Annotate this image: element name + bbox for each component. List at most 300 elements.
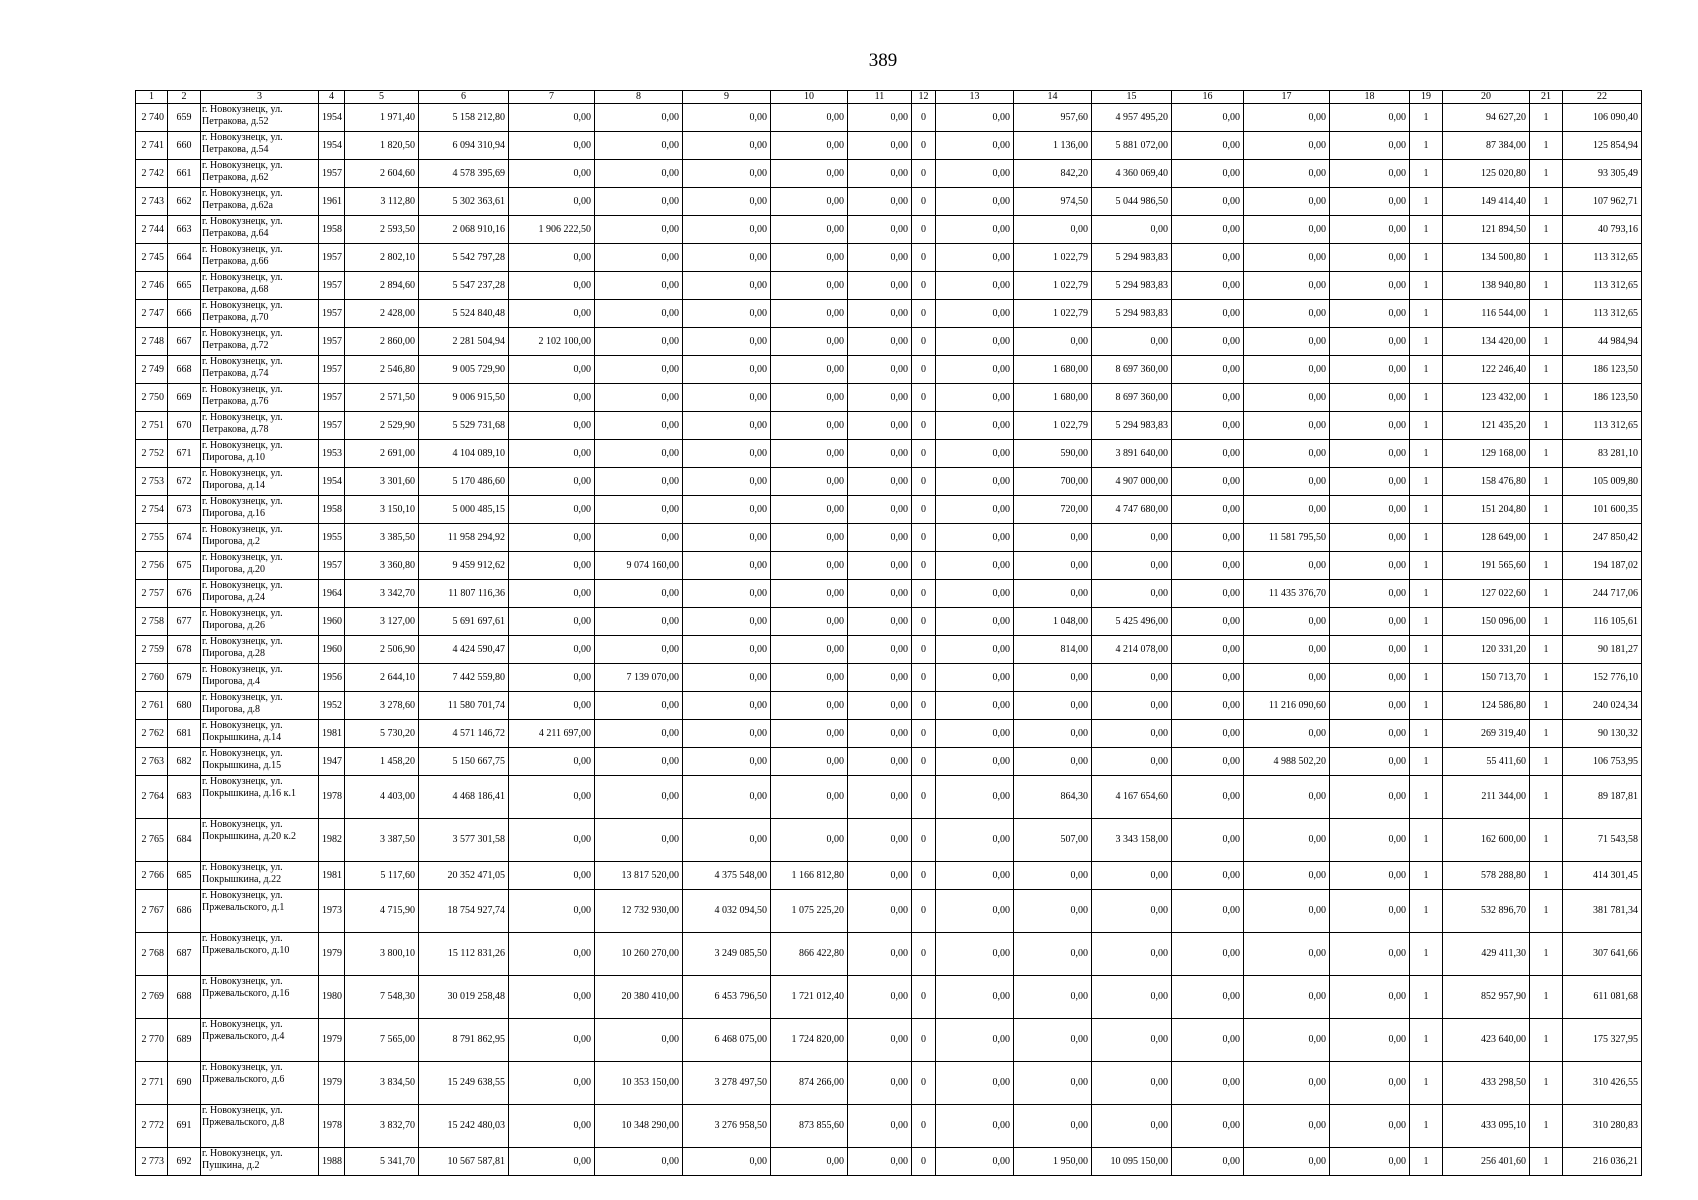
table-row (136, 608, 1642, 636)
table-cell: 0,00 (936, 272, 1014, 300)
table-cell: 0,00 (1244, 819, 1330, 862)
table-cell: 666 (168, 300, 201, 328)
table-cell: 0,00 (509, 776, 595, 819)
table-cell: 310 426,55 (1563, 1062, 1642, 1105)
table-cell: 0 (912, 188, 936, 216)
table-cell: 0,00 (1092, 1105, 1172, 1148)
table-cell: 0,00 (936, 692, 1014, 720)
table-cell: 668 (168, 356, 201, 384)
table-cell: 107 962,71 (1563, 188, 1642, 216)
table-cell: 0,00 (1244, 160, 1330, 188)
table-cell: 1 (1410, 720, 1443, 748)
table-cell: 10 353 150,00 (595, 1062, 683, 1105)
table-cell: 0,00 (936, 552, 1014, 580)
table-cell: 0,00 (1172, 356, 1244, 384)
table-cell: 1 (1410, 1019, 1443, 1062)
table-cell: 0,00 (1172, 552, 1244, 580)
table-cell: 0,00 (683, 664, 771, 692)
table-cell: 158 476,80 (1443, 468, 1530, 496)
table-cell: 673 (168, 496, 201, 524)
table-cell: 0,00 (683, 776, 771, 819)
table-cell: 1 (1410, 664, 1443, 692)
table-cell: 1 971,40 (345, 104, 419, 132)
table-cell: 0,00 (771, 244, 848, 272)
table-cell: 2 755 (136, 524, 168, 552)
table-row (136, 976, 1642, 1019)
table-cell: 0,00 (509, 862, 595, 890)
table-cell: 1961 (319, 188, 345, 216)
table-cell: 429 411,30 (1443, 933, 1530, 976)
table-cell: 1 (1530, 1019, 1563, 1062)
table-cell: 0,00 (1092, 862, 1172, 890)
table-cell: 0,00 (683, 244, 771, 272)
table-cell: 269 319,40 (1443, 720, 1530, 748)
column-header-18: 18 (1330, 91, 1410, 104)
table-cell: 1978 (319, 776, 345, 819)
table-cell: 0 (912, 720, 936, 748)
table-row (136, 384, 1642, 412)
table-cell: 0,00 (1014, 933, 1092, 976)
table-cell: 0,00 (936, 1105, 1014, 1148)
table-cell: 0,00 (771, 608, 848, 636)
table-cell: 3 278,60 (345, 692, 419, 720)
table-cell: 0,00 (848, 524, 912, 552)
table-cell: 175 327,95 (1563, 1019, 1642, 1062)
table-cell: 216 036,21 (1563, 1148, 1642, 1176)
table-cell: 0 (912, 440, 936, 468)
table-cell: 1 (1530, 692, 1563, 720)
table-cell: 4 907 000,00 (1092, 468, 1172, 496)
table-cell: 0,00 (1244, 1019, 1330, 1062)
table-cell: 18 754 927,74 (419, 890, 509, 933)
table-cell: 0,00 (848, 664, 912, 692)
table-cell: 0,00 (848, 188, 912, 216)
address-cell: г. Новокузнецк, ул. Покрышкина, д.14 (201, 720, 319, 748)
table-cell: 671 (168, 440, 201, 468)
table-cell: 0,00 (936, 1062, 1014, 1105)
table-cell: 0,00 (509, 976, 595, 1019)
table-cell: 0,00 (595, 1019, 683, 1062)
column-header-8: 8 (595, 91, 683, 104)
table-cell: 0,00 (1244, 976, 1330, 1019)
table-cell: 2 748 (136, 328, 168, 356)
address-cell: г. Новокузнецк, ул. Пирогова, д.4 (201, 664, 319, 692)
table-cell: 2 506,90 (345, 636, 419, 664)
table-cell: 590,00 (1014, 440, 1092, 468)
table-cell: 842,20 (1014, 160, 1092, 188)
table-cell: 1 (1410, 608, 1443, 636)
table-cell: 0,00 (1330, 862, 1410, 890)
table-cell: 3 343 158,00 (1092, 819, 1172, 862)
table-cell: 0,00 (1092, 976, 1172, 1019)
table-cell: 310 280,83 (1563, 1105, 1642, 1148)
table-cell: 0,00 (1172, 933, 1244, 976)
table-cell: 0,00 (771, 720, 848, 748)
table-cell: 9 459 912,62 (419, 552, 509, 580)
column-header-16: 16 (1172, 91, 1244, 104)
table-cell: 0,00 (848, 636, 912, 664)
table-cell: 2 754 (136, 496, 168, 524)
table-cell: 0,00 (936, 976, 1014, 1019)
table-cell: 3 385,50 (345, 524, 419, 552)
table-cell: 0,00 (1330, 132, 1410, 160)
table-cell: 0,00 (1092, 216, 1172, 244)
table-cell: 0,00 (509, 1062, 595, 1105)
table-cell: 0,00 (1244, 188, 1330, 216)
table-cell: 0,00 (1172, 440, 1244, 468)
table-cell: 1952 (319, 692, 345, 720)
table-cell: 873 855,60 (771, 1105, 848, 1148)
table-row (136, 890, 1642, 933)
table-cell: 2 757 (136, 580, 168, 608)
table-cell: 150 096,00 (1443, 608, 1530, 636)
table-cell: 1957 (319, 300, 345, 328)
table-cell: 1 (1410, 636, 1443, 664)
table-cell: 2 102 100,00 (509, 328, 595, 356)
table-cell: 1 (1530, 440, 1563, 468)
table-cell: 11 581 795,50 (1244, 524, 1330, 552)
table-cell: 0,00 (1330, 496, 1410, 524)
column-header-2: 2 (168, 91, 201, 104)
table-cell: 1 (1410, 468, 1443, 496)
table-cell: 0,00 (1330, 188, 1410, 216)
table-cell: 0,00 (936, 524, 1014, 552)
table-cell: 1 (1530, 412, 1563, 440)
table-cell: 684 (168, 819, 201, 862)
table-cell: 0,00 (1330, 819, 1410, 862)
table-cell: 0,00 (509, 188, 595, 216)
table-cell: 1 (1530, 384, 1563, 412)
table-cell: 0,00 (936, 384, 1014, 412)
table-cell: 2 753 (136, 468, 168, 496)
table-cell: 1957 (319, 244, 345, 272)
table-cell: 5 158 212,80 (419, 104, 509, 132)
table-cell: 0,00 (936, 1148, 1014, 1176)
table-cell: 0,00 (683, 748, 771, 776)
table-cell: 0 (912, 160, 936, 188)
table-cell: 0,00 (1330, 1019, 1410, 1062)
table-cell: 0,00 (595, 692, 683, 720)
table-cell: 0,00 (683, 188, 771, 216)
table-cell: 5 881 072,00 (1092, 132, 1172, 160)
table-cell: 0,00 (936, 160, 1014, 188)
table-cell: 0,00 (848, 104, 912, 132)
table-cell: 2 571,50 (345, 384, 419, 412)
table-cell: 1 (1530, 933, 1563, 976)
table-cell: 2 763 (136, 748, 168, 776)
table-row (136, 356, 1642, 384)
table-cell: 0,00 (595, 608, 683, 636)
table-cell: 1981 (319, 720, 345, 748)
table-cell: 0,00 (848, 1062, 912, 1105)
register-table (135, 90, 1642, 1176)
table-cell: 1 (1410, 524, 1443, 552)
table-cell: 0,00 (595, 580, 683, 608)
table-cell: 149 414,40 (1443, 188, 1530, 216)
table-cell: 0,00 (771, 216, 848, 244)
table-cell: 0,00 (1172, 216, 1244, 244)
table-cell: 2 428,00 (345, 300, 419, 328)
table-row (136, 440, 1642, 468)
table-cell: 0,00 (683, 412, 771, 440)
table-cell: 90 181,27 (1563, 636, 1642, 664)
table-cell: 0,00 (771, 496, 848, 524)
table-cell: 1 022,79 (1014, 412, 1092, 440)
table-cell: 0,00 (1092, 692, 1172, 720)
table-cell: 0,00 (1172, 720, 1244, 748)
table-cell: 0,00 (1330, 580, 1410, 608)
table-row (136, 412, 1642, 440)
table-cell: 0 (912, 890, 936, 933)
table-cell: 0,00 (936, 720, 1014, 748)
address-cell: г. Новокузнецк, ул. Пржевальского, д.8 (201, 1105, 319, 1148)
table-row (136, 933, 1642, 976)
table-cell: 1980 (319, 976, 345, 1019)
table-row (136, 580, 1642, 608)
table-cell: 0,00 (848, 890, 912, 933)
table-cell: 2 764 (136, 776, 168, 819)
table-cell: 0,00 (936, 580, 1014, 608)
table-cell: 0,00 (595, 440, 683, 468)
table-cell: 1957 (319, 384, 345, 412)
table-cell: 1957 (319, 412, 345, 440)
address-cell: г. Новокузнецк, ул. Покрышкина, д.15 (201, 748, 319, 776)
table-cell: 0,00 (848, 976, 912, 1019)
table-cell: 2 767 (136, 890, 168, 933)
table-cell: 1 (1530, 1062, 1563, 1105)
table-cell: 1 (1530, 356, 1563, 384)
table-cell: 15 249 638,55 (419, 1062, 509, 1105)
table-cell: 1 (1410, 890, 1443, 933)
table-row (136, 132, 1642, 160)
table-row (136, 104, 1642, 132)
table-cell: 3 150,10 (345, 496, 419, 524)
table-row (136, 1148, 1642, 1176)
table-cell: 0,00 (1014, 692, 1092, 720)
table-cell: 0,00 (1330, 636, 1410, 664)
table-cell: 1 (1530, 720, 1563, 748)
table-cell: 1 721 012,40 (771, 976, 848, 1019)
table-cell: 122 246,40 (1443, 356, 1530, 384)
table-cell: 0,00 (936, 216, 1014, 244)
table-row (136, 1019, 1642, 1062)
table-cell: 113 312,65 (1563, 300, 1642, 328)
table-cell: 0 (912, 933, 936, 976)
column-header-10: 10 (771, 91, 848, 104)
table-cell: 0,00 (1172, 776, 1244, 819)
table-cell: 0,00 (1092, 890, 1172, 933)
table-cell: 194 187,02 (1563, 552, 1642, 580)
table-cell: 0 (912, 104, 936, 132)
table-cell: 10 260 270,00 (595, 933, 683, 976)
table-cell: 125 854,94 (1563, 132, 1642, 160)
table-cell: 4 403,00 (345, 776, 419, 819)
table-cell: 0,00 (509, 890, 595, 933)
table-cell: 676 (168, 580, 201, 608)
table-cell: 0,00 (509, 272, 595, 300)
table-cell: 1 820,50 (345, 132, 419, 160)
table-cell: 1 (1410, 552, 1443, 580)
address-cell: г. Новокузнецк, ул. Пирогова, д.28 (201, 636, 319, 664)
table-cell: 0,00 (683, 496, 771, 524)
table-cell: 5 425 496,00 (1092, 608, 1172, 636)
table-row (136, 692, 1642, 720)
table-row (136, 272, 1642, 300)
table-cell: 87 384,00 (1443, 132, 1530, 160)
table-cell: 1957 (319, 552, 345, 580)
table-cell: 0,00 (848, 1019, 912, 1062)
table-cell: 1 (1530, 608, 1563, 636)
table-cell: 2 749 (136, 356, 168, 384)
table-cell: 0,00 (1014, 1019, 1092, 1062)
table-cell: 0,00 (1244, 1105, 1330, 1148)
table-cell: 0,00 (936, 862, 1014, 890)
table-cell: 1 680,00 (1014, 356, 1092, 384)
table-cell: 664 (168, 244, 201, 272)
table-cell: 0,00 (1330, 524, 1410, 552)
table-cell: 2 756 (136, 552, 168, 580)
table-cell: 124 586,80 (1443, 692, 1530, 720)
table-cell: 672 (168, 468, 201, 496)
table-cell: 0,00 (1330, 776, 1410, 819)
table-cell: 0,00 (1330, 300, 1410, 328)
table-cell: 0,00 (1244, 468, 1330, 496)
table-cell: 0,00 (936, 636, 1014, 664)
table-cell: 874 266,00 (771, 1062, 848, 1105)
table-cell: 0,00 (1092, 748, 1172, 776)
table-cell: 0,00 (509, 356, 595, 384)
table-row (136, 524, 1642, 552)
address-cell: г. Новокузнецк, ул. Петракова, д.62а (201, 188, 319, 216)
table-cell: 0,00 (771, 748, 848, 776)
address-cell: г. Новокузнецк, ул. Петракова, д.76 (201, 384, 319, 412)
table-cell: 1 (1410, 819, 1443, 862)
table-cell: 1 022,79 (1014, 272, 1092, 300)
table-cell: 381 781,34 (1563, 890, 1642, 933)
column-header-19: 19 (1410, 91, 1443, 104)
table-cell: 0,00 (848, 552, 912, 580)
table-cell: 8 791 862,95 (419, 1019, 509, 1062)
table-cell: 0,00 (509, 1148, 595, 1176)
address-cell: г. Новокузнецк, ул. Пирогова, д.24 (201, 580, 319, 608)
table-cell: 0,00 (595, 188, 683, 216)
table-cell: 0,00 (1092, 524, 1172, 552)
table-cell: 0,00 (683, 160, 771, 188)
column-header-6: 6 (419, 91, 509, 104)
table-cell: 0,00 (509, 608, 595, 636)
table-cell: 678 (168, 636, 201, 664)
table-cell: 0,00 (848, 132, 912, 160)
address-cell: г. Новокузнецк, ул. Пирогова, д.2 (201, 524, 319, 552)
table-cell: 9 005 729,90 (419, 356, 509, 384)
table-cell: 0,00 (1330, 328, 1410, 356)
table-cell: 0,00 (509, 496, 595, 524)
table-cell: 0,00 (683, 300, 771, 328)
address-cell: г. Новокузнецк, ул. Пирогова, д.8 (201, 692, 319, 720)
table-cell: 11 216 090,60 (1244, 692, 1330, 720)
table-cell: 1 (1410, 580, 1443, 608)
table-cell: 4 104 089,10 (419, 440, 509, 468)
table-cell: 0,00 (848, 608, 912, 636)
table-body (136, 104, 1642, 1176)
table-cell: 1 (1410, 862, 1443, 890)
table-cell: 0,00 (1172, 692, 1244, 720)
table-cell: 1 458,20 (345, 748, 419, 776)
table-cell: 681 (168, 720, 201, 748)
table-cell: 611 081,68 (1563, 976, 1642, 1019)
address-cell: г. Новокузнецк, ул. Пирогова, д.20 (201, 552, 319, 580)
table-cell: 11 807 116,36 (419, 580, 509, 608)
table-cell: 1979 (319, 933, 345, 976)
table-cell: 1 (1410, 933, 1443, 976)
table-cell: 0,00 (683, 720, 771, 748)
table-cell: 0 (912, 272, 936, 300)
table-cell: 0,00 (595, 384, 683, 412)
table-cell: 665 (168, 272, 201, 300)
table-row (136, 160, 1642, 188)
table-cell: 3 276 958,50 (683, 1105, 771, 1148)
table-cell: 0,00 (595, 636, 683, 664)
table-cell: 0,00 (683, 356, 771, 384)
table-cell: 2 744 (136, 216, 168, 244)
table-cell: 1 022,79 (1014, 300, 1092, 328)
table-cell: 20 352 471,05 (419, 862, 509, 890)
table-cell: 0,00 (771, 819, 848, 862)
table-cell: 0,00 (1244, 1148, 1330, 1176)
table-cell: 957,60 (1014, 104, 1092, 132)
column-header-20: 20 (1443, 91, 1530, 104)
table-row (136, 300, 1642, 328)
table-cell: 0,00 (1244, 384, 1330, 412)
table-cell: 0,00 (848, 440, 912, 468)
table-cell: 0,00 (509, 384, 595, 412)
table-cell: 2 802,10 (345, 244, 419, 272)
table-cell: 0,00 (936, 440, 1014, 468)
table-row (136, 1062, 1642, 1105)
table-cell: 116 105,61 (1563, 608, 1642, 636)
table-cell: 2 860,00 (345, 328, 419, 356)
table-cell: 0,00 (1244, 890, 1330, 933)
table-cell: 0,00 (683, 132, 771, 160)
table-cell: 191 565,60 (1443, 552, 1530, 580)
table-cell: 0,00 (1092, 1062, 1172, 1105)
table-cell: 1 (1410, 272, 1443, 300)
address-cell: г. Новокузнецк, ул. Пирогова, д.16 (201, 496, 319, 524)
table-cell: 1 (1530, 524, 1563, 552)
table-cell: 3 577 301,58 (419, 819, 509, 862)
table-cell: 4 032 094,50 (683, 890, 771, 933)
table-cell: 113 312,65 (1563, 272, 1642, 300)
table-cell: 0,00 (936, 819, 1014, 862)
table-cell: 0,00 (848, 933, 912, 976)
table-cell: 0,00 (509, 692, 595, 720)
table-cell: 1 (1410, 328, 1443, 356)
table-cell: 0 (912, 1148, 936, 1176)
table-cell: 0,00 (848, 468, 912, 496)
address-cell: г. Новокузнецк, ул. Пржевальского, д.10 (201, 933, 319, 976)
table-cell: 2 745 (136, 244, 168, 272)
table-cell: 3 249 085,50 (683, 933, 771, 976)
table-cell: 0,00 (1244, 132, 1330, 160)
table-row (136, 552, 1642, 580)
address-cell: г. Новокузнецк, ул. Пирогова, д.14 (201, 468, 319, 496)
table-cell: 5 294 983,83 (1092, 412, 1172, 440)
table-row (136, 496, 1642, 524)
table-cell: 0,00 (1244, 244, 1330, 272)
table-cell: 12 732 930,00 (595, 890, 683, 933)
table-cell: 0,00 (1172, 636, 1244, 664)
table-row (136, 862, 1642, 890)
